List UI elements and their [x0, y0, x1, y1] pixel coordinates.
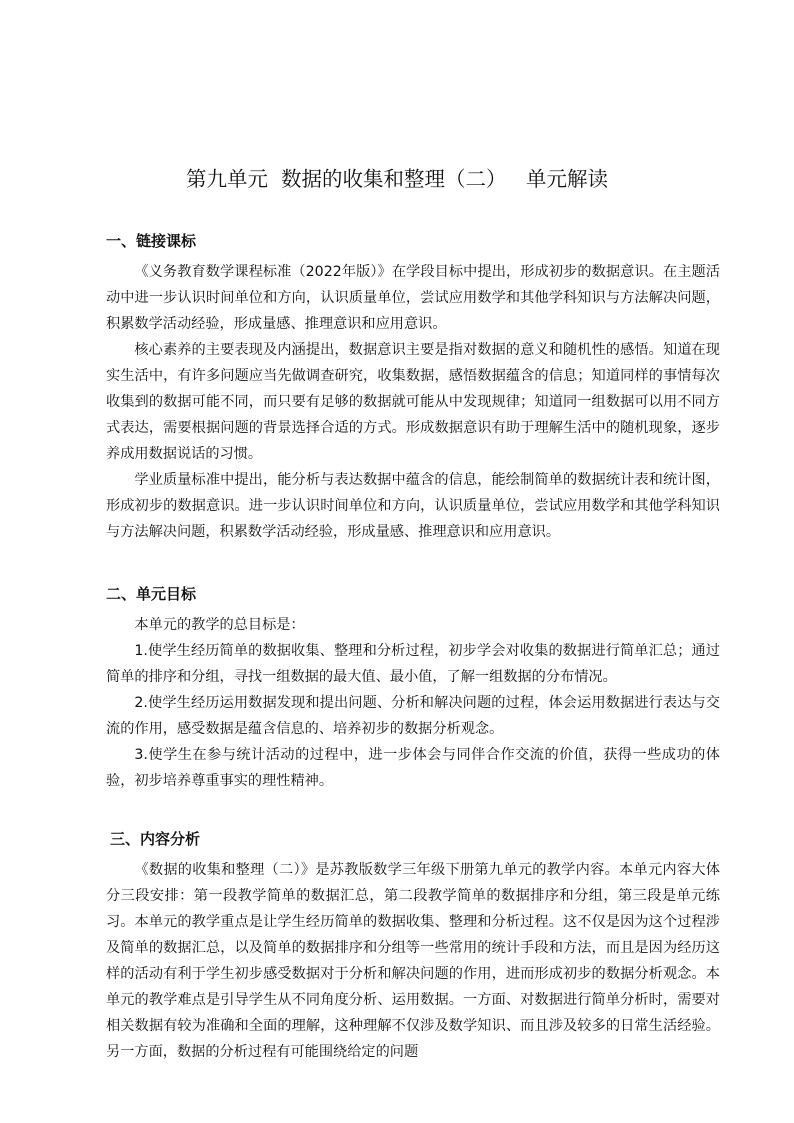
- section-unit-goals: [106, 582, 720, 794]
- paragraph: 核心素养的主要表现及内涵提出，数据意识主要是指对数据的意义和随机性的感悟。知道在现实生活中，有许多问题应当先做调查研究，收集数据，感悟数据蕴含的信息；知道同样的事情每次收集到的数据可能不同，而只要有足够的数据就可能从中发现规律；知道同一组数据可以用不同方式表达，需要根据问题的背景选择合适的方式。形成数据意识有助于理解生活中的随机现象，逐步养成用数据说话的习惯。: [106, 342, 720, 462]
- paragraph: 3.使学生在参与统计活动的过程中，进一步体会与同伴合作交流的价值，获得一些成功的体验，初步培养尊重事实的理性精神。: [106, 747, 720, 789]
- section-curriculum-link: [106, 229, 720, 545]
- section-heading: 三、内容分析: [110, 830, 201, 848]
- paragraph: 本单元的教学的总目标是：: [134, 617, 305, 633]
- paragraph: 2.使学生经历运用数据发现和提出问题、分析和解决问题的过程，体会运用数据进行表达与交流的作用，感受数据是蕴含信息的、培养初步的数据分析观念。: [106, 695, 720, 737]
- section-content-analysis: [106, 827, 720, 1065]
- section-heading: 二、单元目标: [106, 585, 197, 603]
- document-title: 第九单元 数据的收集和整理（二） 单元解读: [185, 167, 609, 191]
- paragraph: 1.使学生经历简单的数据收集、整理和分析过程，初步学会对收集的数据进行简单汇总；通过简单的排序和分组，寻找一组数据的最大值、最小值，了解一组数据的分布情况。: [106, 643, 720, 685]
- paragraph: 《义务教育数学课程标准（2022年版）》在学段目标中提出，形成初步的数据意识。在主题活动中进一步认识时间单位和方向，认识质量单位，尝试应用数学和其他学科知识与方法解决问题，积累数学活动经验，形成量感、推理意识和应用意识。: [106, 264, 720, 332]
- paragraph: 学业质量标准中提出，能分析与表达数据中蕴含的信息，能绘制简单的数据统计表和统计图，形成初步的数据意识。进一步认识时间单位和方向，认识质量单位，尝试应用数学和其他学科知识与方法解决问题，积累数学活动经验，形成量感、推理意识和应用意识。: [106, 472, 720, 540]
- paragraph: 《数据的收集和整理（二）》是苏教版数学三年级下册第九单元的教学内容。本单元内容大体分三段安排：第一段教学简单的数据汇总，第二段教学简单的数据排序和分组，第三段是单元练习。本单元的教学重点是让学生经历简单的数据收集、整理和分析过程。这不仅是因为这个过程涉及简单的数据汇总，以及简单的数据排序和分组等一些常用的统计手段和方法，而且是因为经历这样的活动有利于学生初步感受数据对于分析和解决问题的作用，进而形成初步的数据分析观念。本单元的教学难点是引导学生从不同角度分析、运用数据。一方面、对数据进行简单分析时，需要对相关数据有较为准确和全面的理解，这种理解不仅涉及数学知识、而且涉及较多的日常生活经验。另一方面，数据的分析过程有可能围绕给定的问题: [106, 862, 720, 1060]
- section-heading: 一、链接课标: [106, 232, 197, 250]
